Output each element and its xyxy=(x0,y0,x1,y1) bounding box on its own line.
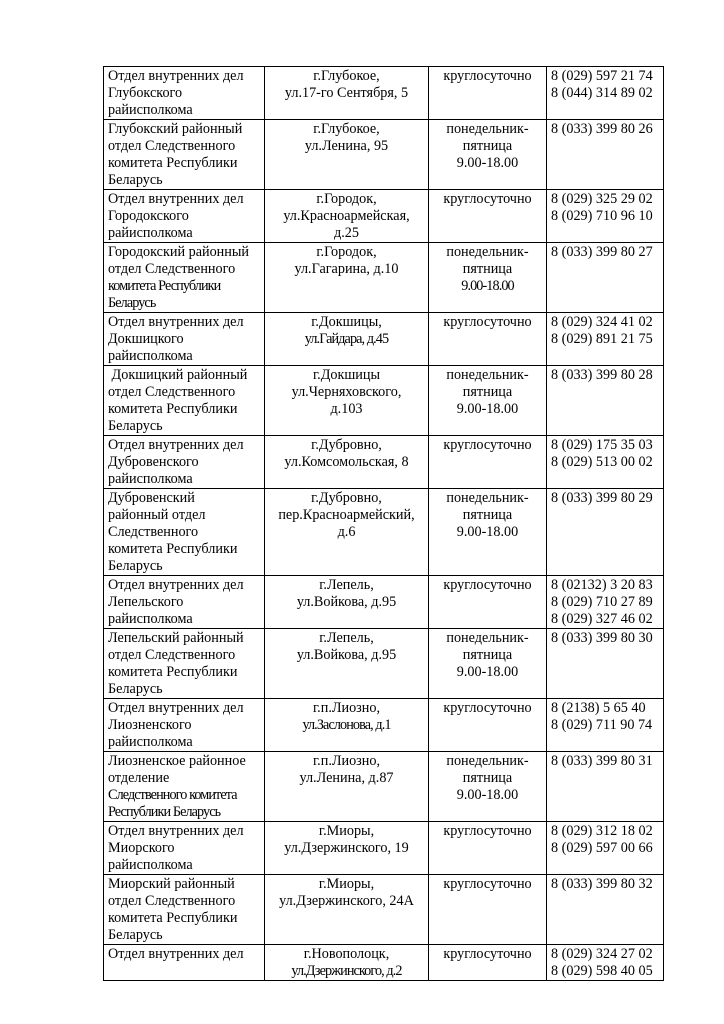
cell-organization-line: Отдел внутренних дел xyxy=(108,68,244,84)
table-row xyxy=(104,190,664,243)
cell-hours xyxy=(429,120,547,190)
contacts-table-body xyxy=(104,67,664,981)
cell-organization-line: Миорского xyxy=(108,840,175,856)
cell-organization xyxy=(104,366,265,436)
cell-address-line: ул.Заслонова, д.1 xyxy=(302,717,391,733)
cell-phones-line[interactable]: 8 (029) 325 29 02 xyxy=(551,191,653,207)
cell-address-line: д.25 xyxy=(334,225,359,241)
cell-phones-line[interactable]: 8 (033) 399 80 27 xyxy=(551,244,653,260)
cell-hours xyxy=(429,576,547,629)
cell-organization-line: Лиозненское районное xyxy=(108,753,246,769)
cell-organization-line: Отдел внутренних дел xyxy=(108,946,244,962)
cell-organization-line: Лиозненского xyxy=(108,717,192,733)
cell-address-line: ул.Ленина, 95 xyxy=(304,138,389,154)
cell-hours xyxy=(429,489,547,576)
cell-organization-line: райисполкома xyxy=(108,102,193,118)
cell-hours-line: круглосуточно xyxy=(443,700,532,716)
cell-organization-line: отдел Следственного xyxy=(108,893,236,909)
cell-organization-line: Беларусь xyxy=(108,418,163,434)
cell-phones-line[interactable]: 8 (033) 399 80 31 xyxy=(551,753,653,769)
cell-address xyxy=(265,489,429,576)
cell-organization-line: комитета Республики xyxy=(108,155,238,171)
table-row xyxy=(104,67,664,120)
cell-address-line: д.103 xyxy=(330,401,363,417)
cell-phones xyxy=(547,489,664,576)
cell-hours-line: круглосуточно xyxy=(443,823,532,839)
cell-organization-line: отдел Следственного xyxy=(108,261,236,277)
cell-organization-line: комитета Республики xyxy=(108,278,221,294)
cell-phones xyxy=(547,576,664,629)
cell-hours-line: пятница xyxy=(462,138,513,154)
cell-address-line: г.Докшицы, xyxy=(311,314,382,330)
cell-address-line: ул.Дзержинского, д.2 xyxy=(291,963,402,979)
cell-hours-line: понедельник- xyxy=(446,367,529,383)
cell-hours-line: понедельник- xyxy=(446,753,529,769)
cell-address xyxy=(265,243,429,313)
cell-phones xyxy=(547,436,664,489)
cell-organization-line: Республики Беларусь xyxy=(108,804,221,820)
cell-phones-line[interactable]: 8 (033) 399 80 32 xyxy=(551,876,653,892)
cell-hours xyxy=(429,699,547,752)
cell-address xyxy=(265,120,429,190)
cell-address-line: г.Новополоцк, xyxy=(303,946,390,962)
cell-organization-line: Беларусь xyxy=(108,681,163,697)
cell-phones xyxy=(547,752,664,822)
cell-phones-line[interactable]: 8 (033) 399 80 30 xyxy=(551,630,653,646)
cell-organization-line: райисполкома xyxy=(108,611,193,627)
cell-hours-line: 9.00-18.00 xyxy=(456,787,519,803)
cell-phones xyxy=(547,822,664,875)
table-row xyxy=(104,576,664,629)
cell-hours-line: 9.00-18.00 xyxy=(456,524,519,540)
table-row xyxy=(104,120,664,190)
cell-organization-line: Отдел внутренних дел xyxy=(108,577,244,593)
table-row xyxy=(104,699,664,752)
cell-organization-line: райисполкома xyxy=(108,471,193,487)
cell-organization-line: комитета Республики xyxy=(108,664,238,680)
table-row xyxy=(104,366,664,436)
cell-organization xyxy=(104,190,265,243)
cell-hours xyxy=(429,190,547,243)
cell-address xyxy=(265,699,429,752)
cell-phones-line[interactable]: 8 (029) 312 18 02 xyxy=(551,823,653,839)
cell-organization-line: райисполкома xyxy=(108,225,193,241)
cell-organization-line: комитета Республики xyxy=(108,541,238,557)
cell-hours xyxy=(429,366,547,436)
cell-organization xyxy=(104,67,265,120)
cell-address xyxy=(265,629,429,699)
cell-hours-line: 9.00-18.00 xyxy=(456,155,519,171)
cell-hours-line: круглосуточно xyxy=(443,314,532,330)
cell-organization-line: райисполкома xyxy=(108,734,193,750)
cell-address xyxy=(265,752,429,822)
cell-phones-line[interactable]: 8 (029) 513 00 02 xyxy=(551,454,653,470)
cell-phones xyxy=(547,629,664,699)
cell-organization xyxy=(104,243,265,313)
cell-organization-line: районный отдел xyxy=(108,507,206,523)
cell-phones-line[interactable]: 8 (033) 399 80 26 xyxy=(551,121,653,137)
cell-address xyxy=(265,436,429,489)
cell-address-line: ул.Комсомольская, 8 xyxy=(284,454,409,470)
table-row xyxy=(104,313,664,366)
cell-hours-line: круглосуточно xyxy=(443,191,532,207)
cell-phones-line[interactable]: 8 (029) 710 96 10 xyxy=(551,208,653,224)
cell-phones xyxy=(547,243,664,313)
cell-hours-line: пятница xyxy=(462,647,513,663)
cell-organization xyxy=(104,120,265,190)
cell-address-line: г.Лепель, xyxy=(319,577,374,593)
cell-phones-line[interactable]: 8 (029) 891 21 75 xyxy=(551,331,653,347)
cell-hours-line: понедельник- xyxy=(446,630,529,646)
cell-organization-line: Глубокского xyxy=(108,85,183,101)
cell-address-line: ул.17-го Сентября, 5 xyxy=(284,85,409,101)
cell-phones xyxy=(547,120,664,190)
cell-hours xyxy=(429,822,547,875)
cell-organization-line: Городокский районный xyxy=(108,244,249,260)
cell-phones-line[interactable]: 8 (029) 598 40 05 xyxy=(551,963,653,979)
cell-hours-line: круглосуточно xyxy=(443,876,532,892)
cell-address-line: г.п.Лиозно, xyxy=(312,753,381,769)
cell-organization-line: Отдел внутренних дел xyxy=(108,700,244,716)
cell-phones-line[interactable]: 8 (029) 324 27 02 xyxy=(551,946,653,962)
cell-phones-line[interactable]: 8 (2138) 5 65 40 xyxy=(551,700,646,716)
cell-organization-line: Глубокский районный xyxy=(108,121,243,137)
cell-hours-line: понедельник- xyxy=(446,244,529,260)
cell-organization-line: Отдел внутренних дел xyxy=(108,437,244,453)
cell-phones xyxy=(547,366,664,436)
cell-hours-line: круглосуточно xyxy=(443,68,532,84)
table-row xyxy=(104,436,664,489)
cell-hours-line: пятница xyxy=(462,770,513,786)
cell-hours xyxy=(429,875,547,945)
cell-address xyxy=(265,313,429,366)
cell-address xyxy=(265,875,429,945)
cell-organization-line: отдел Следственного xyxy=(108,647,236,663)
cell-hours xyxy=(429,67,547,120)
cell-phones-line[interactable]: 8 (029) 597 00 66 xyxy=(551,840,653,856)
cell-address xyxy=(265,576,429,629)
cell-organization-line: комитета Республики xyxy=(108,910,238,926)
table-row xyxy=(104,752,664,822)
cell-address-line: г.п.Лиозно, xyxy=(312,700,381,716)
cell-address xyxy=(265,822,429,875)
cell-address-line: ул.Красноармейская, xyxy=(283,208,410,224)
cell-hours-line: 9.00-18.00 xyxy=(461,278,514,294)
cell-organization-line: Дубровенский xyxy=(108,490,195,506)
cell-phones-line[interactable]: 8 (029) 324 41 02 xyxy=(551,314,653,330)
cell-organization-line: Лепельский районный xyxy=(108,630,244,646)
cell-hours-line: понедельник- xyxy=(446,121,529,137)
cell-address-line: г.Глубокое, xyxy=(313,68,380,84)
cell-organization xyxy=(104,489,265,576)
cell-phones xyxy=(547,190,664,243)
cell-phones xyxy=(547,945,664,981)
cell-address-line: ул.Черняховского, xyxy=(291,384,402,400)
cell-address-line: ул.Гайдара, д.45 xyxy=(304,331,389,347)
cell-organization-line: Следственного комитета xyxy=(108,787,237,803)
cell-phones-line[interactable]: 8 (033) 399 80 28 xyxy=(551,367,653,383)
cell-address-line: г.Миоры, xyxy=(318,823,375,839)
contacts-table xyxy=(103,66,664,981)
table-row xyxy=(104,243,664,313)
cell-phones xyxy=(547,875,664,945)
cell-address-line: ул.Дзержинского, 19 xyxy=(284,840,409,856)
cell-organization xyxy=(104,875,265,945)
cell-hours-line: понедельник- xyxy=(446,490,529,506)
cell-address xyxy=(265,67,429,120)
table-row xyxy=(104,822,664,875)
cell-hours-line: 9.00-18.00 xyxy=(456,401,519,417)
cell-organization-line: Отдел внутренних дел xyxy=(108,823,244,839)
cell-address-line: г.Городок, xyxy=(316,191,377,207)
cell-address-line: г.Глубокое, xyxy=(313,121,380,137)
cell-hours-line: пятница xyxy=(462,507,513,523)
cell-address-line: г.Докшицы xyxy=(312,367,381,383)
cell-address-line: ул.Войкова, д.95 xyxy=(296,647,397,663)
cell-address-line: ул.Войкова, д.95 xyxy=(296,594,397,610)
cell-hours xyxy=(429,752,547,822)
cell-hours xyxy=(429,313,547,366)
cell-organization-line: Беларусь xyxy=(108,295,156,311)
cell-phones xyxy=(547,699,664,752)
cell-phones-line[interactable]: 8 (029) 327 46 02 xyxy=(551,611,653,627)
cell-organization-line: Дубровенского xyxy=(108,454,199,470)
cell-phones xyxy=(547,67,664,120)
cell-organization-line: комитета Республики xyxy=(108,401,238,417)
cell-organization-line: Беларусь xyxy=(108,172,163,188)
cell-address-line: г.Миоры, xyxy=(318,876,375,892)
cell-organization-line: Отдел внутренних дел xyxy=(108,314,244,330)
cell-organization xyxy=(104,629,265,699)
cell-organization-line: отдел Следственного xyxy=(108,138,236,154)
cell-address-line: ул.Гагарина, д.10 xyxy=(294,261,399,277)
cell-phones-line[interactable]: 8 (02132) 3 20 83 xyxy=(551,577,653,593)
cell-hours-line: круглосуточно xyxy=(443,437,532,453)
cell-hours xyxy=(429,436,547,489)
cell-organization xyxy=(104,313,265,366)
cell-organization-line: Докшицкий районный xyxy=(108,367,248,383)
cell-organization-line: райисполкома xyxy=(108,348,193,364)
table-row xyxy=(104,875,664,945)
cell-organization-line: Следственного xyxy=(108,524,199,540)
cell-phones-line[interactable]: 8 (029) 175 35 03 xyxy=(551,437,653,453)
cell-phones-line[interactable]: 8 (029) 597 21 74 xyxy=(551,68,653,84)
cell-phones-line[interactable]: 8 (029) 711 90 74 xyxy=(551,717,653,733)
cell-hours-line: пятница xyxy=(462,261,513,277)
cell-organization xyxy=(104,752,265,822)
cell-hours xyxy=(429,243,547,313)
cell-phones-line[interactable]: 8 (033) 399 80 29 xyxy=(551,490,653,506)
cell-hours xyxy=(429,629,547,699)
cell-phones-line[interactable]: 8 (044) 314 89 02 xyxy=(551,85,653,101)
cell-address-line: г.Городок, xyxy=(316,244,377,260)
cell-organization-line: Докшицкого xyxy=(108,331,184,347)
cell-hours-line: 9.00-18.00 xyxy=(456,664,519,680)
cell-address xyxy=(265,945,429,981)
table-row xyxy=(104,629,664,699)
cell-phones-line[interactable]: 8 (029) 710 27 89 xyxy=(551,594,653,610)
cell-organization-line: отдел Следственного xyxy=(108,384,236,400)
cell-organization xyxy=(104,436,265,489)
cell-hours-line: круглосуточно xyxy=(443,946,532,962)
cell-organization-line: Беларусь xyxy=(108,927,163,943)
cell-organization-line: Беларусь xyxy=(108,558,163,574)
cell-address-line: ул.Ленина, д.87 xyxy=(299,770,394,786)
cell-hours xyxy=(429,945,547,981)
cell-address-line: г.Лепель, xyxy=(319,630,374,646)
cell-address-line: ул.Дзержинского, 24А xyxy=(279,893,414,909)
cell-address-line: пер.Красноармейский, xyxy=(278,507,415,523)
cell-organization-line: Лепельского xyxy=(108,594,184,610)
cell-organization xyxy=(104,822,265,875)
cell-organization xyxy=(104,699,265,752)
cell-organization-line: Городокского xyxy=(108,208,189,224)
cell-phones xyxy=(547,313,664,366)
cell-organization-line: отделение xyxy=(108,770,170,786)
cell-address-line: г.Дубровно, xyxy=(311,490,382,506)
cell-organization xyxy=(104,945,265,981)
cell-address-line: г.Дубровно, xyxy=(311,437,382,453)
cell-hours-line: круглосуточно xyxy=(443,577,532,593)
cell-hours-line: пятница xyxy=(462,384,513,400)
cell-address-line: д.6 xyxy=(337,524,356,540)
table-row xyxy=(104,489,664,576)
cell-organization-line: Миорский районный xyxy=(108,876,235,892)
table-row xyxy=(104,945,664,981)
cell-address xyxy=(265,366,429,436)
cell-organization-line: райисполкома xyxy=(108,857,193,873)
cell-organization-line: Отдел внутренних дел xyxy=(108,191,244,207)
cell-organization xyxy=(104,576,265,629)
cell-address xyxy=(265,190,429,243)
